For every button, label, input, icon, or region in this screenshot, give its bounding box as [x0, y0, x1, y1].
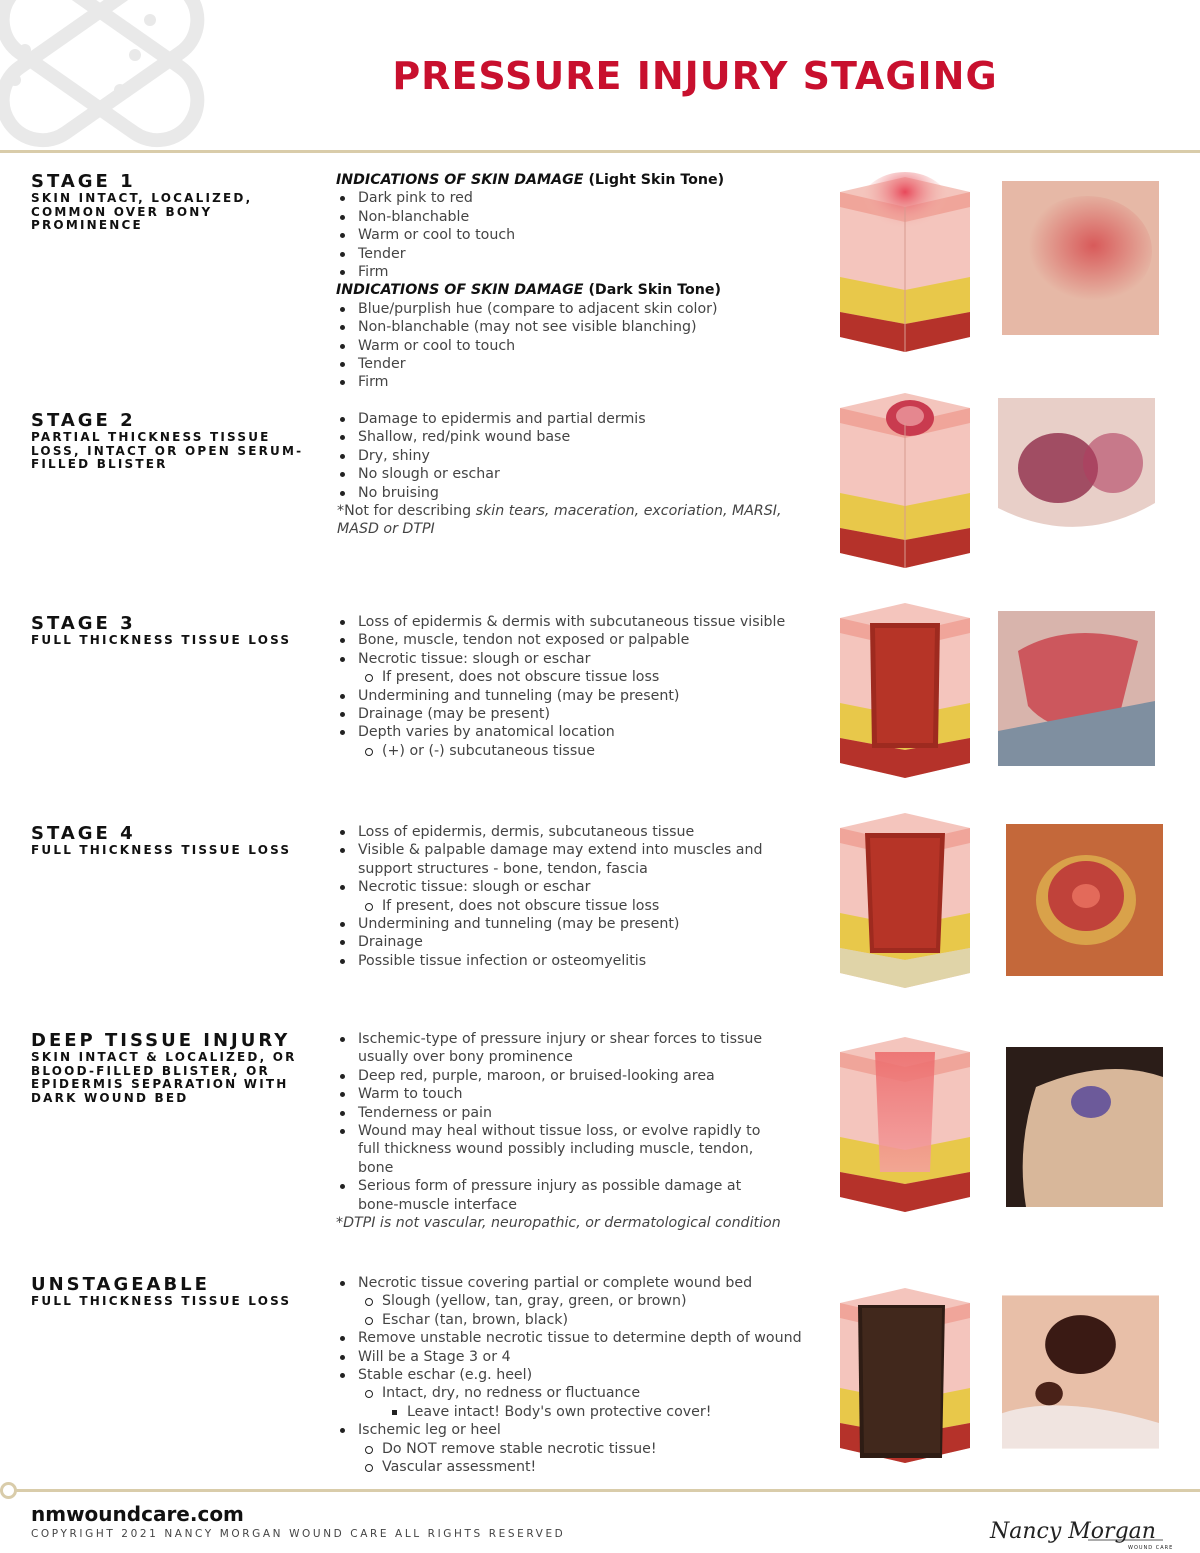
indication-header: INDICATIONS OF SKIN DAMAGE (Light Skin Tone)	[336, 172, 725, 188]
list-item: Bone, muscle, tendon not exposed or palpable	[336, 631, 806, 649]
indication-list	[336, 1030, 786, 1214]
stage-name: STAGE 1	[31, 171, 136, 192]
list-item: Non-blanchable (may not see visible blanching)	[336, 318, 806, 336]
indication-list	[336, 189, 806, 281]
stage-2-clinical-photo	[998, 398, 1155, 550]
list-item: Warm or cool to touch	[336, 337, 806, 355]
list-item: Firm	[336, 263, 806, 281]
stage-details	[336, 823, 776, 970]
indication-list	[336, 613, 806, 760]
indication-list	[336, 823, 776, 970]
list-item: Necrotic tissue: slough or eschar	[336, 650, 806, 668]
stage-subtitle: PARTIAL THICKNESS TISSUE LOSS, INTACT OR OPEN SERUM-FILLED BLISTER	[31, 430, 304, 471]
list-item: Warm to touch	[336, 1085, 786, 1103]
stage-name: UNSTAGEABLE	[31, 1274, 210, 1295]
list-item: No bruising	[336, 484, 806, 502]
stage-4-clinical-photo	[1006, 824, 1163, 976]
unstageable-clinical-photo	[1002, 1294, 1159, 1450]
stage-details	[336, 1274, 806, 1476]
list-item: Deep red, purple, maroon, or bruised-looking area	[336, 1067, 786, 1085]
list-item: Will be a Stage 3 or 4	[336, 1348, 806, 1366]
svg-text:WOUND CARE: WOUND CARE	[1128, 1545, 1174, 1551]
unstageable-tissue-diagram	[830, 1283, 980, 1465]
list-item: Firm	[336, 373, 806, 391]
footer-divider	[14, 1489, 1200, 1492]
list-item: Remove unstable necrotic tissue to determine depth of wound	[336, 1329, 806, 1347]
list-subitem: Eschar (tan, brown, black)	[336, 1311, 806, 1329]
stage-1-clinical-photo	[1002, 181, 1159, 335]
list-item: Dark pink to red	[336, 189, 806, 207]
stage-note: *Not for describing skin tears, maceration, excoriation, MARSI, MASD or DTPI	[337, 503, 782, 538]
list-item: Tender	[336, 245, 806, 263]
bandage-icon	[0, 0, 230, 160]
list-item: Warm or cool to touch	[336, 226, 806, 244]
list-item: Necrotic tissue covering partial or complete wound bed	[336, 1274, 806, 1292]
list-item: Necrotic tissue: slough or eschar	[336, 878, 776, 896]
stage-details	[336, 171, 806, 392]
stage-details	[336, 613, 806, 760]
list-item: Drainage (may be present)	[336, 705, 806, 723]
indication-list	[336, 1274, 806, 1476]
list-item: Loss of epidermis, dermis, subcutaneous tissue	[336, 823, 776, 841]
stage-3-clinical-photo	[998, 611, 1155, 766]
list-subitem: Vascular assessment!	[336, 1458, 806, 1476]
stage-name: STAGE 4	[31, 823, 136, 844]
indication-list	[336, 410, 806, 502]
list-item: Tender	[336, 355, 806, 373]
stage-3-tissue-diagram	[830, 598, 980, 780]
stage-1-tissue-diagram	[830, 172, 980, 354]
list-item: Undermining and tunneling (may be present)	[336, 687, 806, 705]
footer-copyright: COPYRIGHT 2021 NANCY MORGAN WOUND CARE ALL RIGHTS RESERVED	[31, 1528, 566, 1540]
stage-2-tissue-diagram	[830, 388, 980, 570]
footer-website-link[interactable]: nmwoundcare.com	[31, 1502, 244, 1526]
list-item: Tenderness or pain	[336, 1104, 786, 1122]
deep-tissue-injury-diagram	[830, 1032, 980, 1214]
stage-details	[336, 1030, 786, 1232]
stage-subtitle: FULL THICKNESS TISSUE LOSS	[31, 633, 292, 647]
stage-name: STAGE 3	[31, 613, 136, 634]
list-item: Possible tissue infection or osteomyelitis	[336, 952, 776, 970]
header-divider	[0, 150, 1200, 153]
list-subitem: If present, does not obscure tissue loss	[336, 897, 776, 915]
stage-4-tissue-diagram	[830, 808, 980, 990]
list-subitem: Slough (yellow, tan, gray, green, or brown)	[336, 1292, 806, 1310]
list-item: Visible & palpable damage may extend into muscles and support structures - bone, tendon, fascia	[336, 841, 776, 878]
stage-name: DEEP TISSUE INJURY	[31, 1030, 291, 1051]
list-item: Ischemic-type of pressure injury or shear forces to tissue usually over bony prominence	[336, 1030, 786, 1067]
list-subitem: If present, does not obscure tissue loss	[336, 668, 806, 686]
list-item: Undermining and tunneling (may be present)	[336, 915, 776, 933]
list-item: Damage to epidermis and partial dermis	[336, 410, 806, 428]
list-item: Loss of epidermis & dermis with subcutaneous tissue visible	[336, 613, 806, 631]
list-item: No slough or eschar	[336, 465, 806, 483]
indication-list	[336, 300, 806, 392]
list-subitem: Do NOT remove stable necrotic tissue!	[336, 1440, 806, 1458]
list-subitem: Intact, dry, no redness or fluctuance	[336, 1384, 806, 1402]
svg-text:Nancy Morgan: Nancy Morgan	[990, 1519, 1156, 1544]
list-item: Drainage	[336, 933, 776, 951]
stage-subtitle: FULL THICKNESS TISSUE LOSS	[31, 843, 292, 857]
stage-note: *DTPI is not vascular, neuropathic, or dermatological condition	[336, 1215, 781, 1232]
stage-name: STAGE 2	[31, 410, 136, 431]
stage-subtitle: SKIN INTACT, LOCALIZED, COMMON OVER BONY PROMINENCE	[31, 191, 253, 232]
list-item: Depth varies by anatomical location	[336, 723, 806, 741]
list-item: Dry, shiny	[336, 447, 806, 465]
list-item: Wound may heal without tissue loss, or evolve rapidly to full thickness wound possibly including muscle, tendon, bone	[336, 1122, 786, 1177]
signature-logo	[988, 1512, 1174, 1552]
list-item: Ischemic leg or heel	[336, 1421, 806, 1439]
list-subitem: (+) or (-) subcutaneous tissue	[336, 742, 806, 760]
list-item: Serious form of pressure injury as possible damage at bone-muscle interface	[336, 1177, 786, 1214]
page-title: PRESSURE INJURY STAGING	[392, 54, 998, 98]
deep-tissue-injury-clinical-photo	[1006, 1047, 1163, 1207]
list-subsubitem: Leave intact! Body's own protective cover!	[336, 1403, 806, 1421]
stage-subtitle: SKIN INTACT & LOCALIZED, OR BLOOD-FILLED BLISTER, OR EPIDERMIS SEPARATION WITH DARK WOUND BED	[31, 1050, 297, 1105]
list-item: Stable eschar (e.g. heel)	[336, 1366, 806, 1384]
indication-header: INDICATIONS OF SKIN DAMAGE (Dark Skin Tone)	[336, 282, 721, 299]
stage-subtitle: FULL THICKNESS TISSUE LOSS	[31, 1294, 292, 1308]
list-item: Blue/purplish hue (compare to adjacent skin color)	[336, 300, 806, 318]
list-item: Shallow, red/pink wound base	[336, 428, 806, 446]
stage-details	[336, 410, 806, 539]
list-item: Non-blanchable	[336, 208, 806, 226]
